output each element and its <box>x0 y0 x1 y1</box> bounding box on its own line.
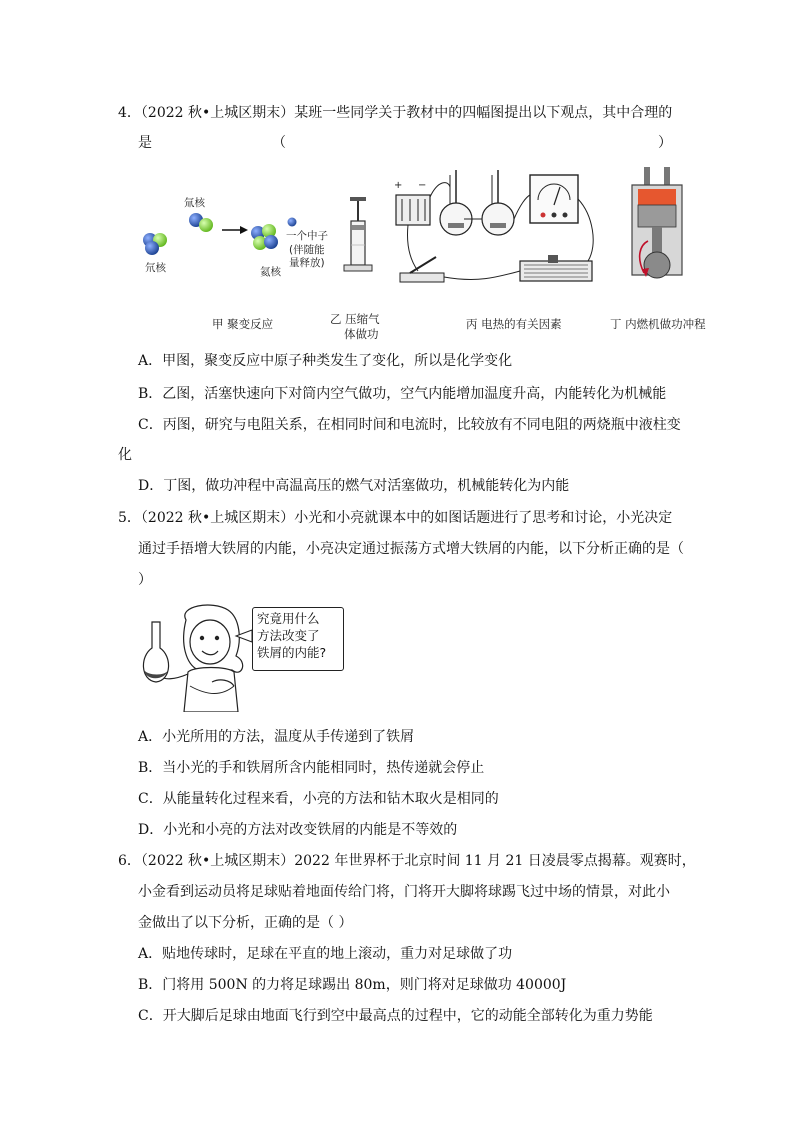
caption-bing: 丙 电热的有关因素 <box>466 317 562 331</box>
rheostat <box>520 255 592 281</box>
q5-option-b: B．当小光的手和铁屑所含内能相同时，热传递就会停止 <box>138 760 485 776</box>
flask-left <box>440 170 472 235</box>
flask <box>143 622 168 682</box>
battery-plus-label: + <box>394 180 403 191</box>
q4-answer-paren-close: ） <box>658 135 672 151</box>
q4-option-d: D．丁图，做功冲程中高温高压的燃气对活塞做功，机械能转化为内能 <box>138 478 570 494</box>
label-helium: 氦核 <box>260 266 281 278</box>
q5-stem-line1: 5．（2022 秋•上城区期末）小光和小亮就课本中的如图话题进行了思考和讨论，小光决定 <box>118 510 673 526</box>
flask-right <box>482 170 514 235</box>
battery <box>396 195 430 225</box>
bubble-line-1: 究竟用什么 <box>257 611 320 626</box>
ammeter <box>530 175 578 223</box>
q6-option-a: A．贴地传球时，足球在平直的地上滚动，重力对足球做了功 <box>138 946 513 962</box>
neutron-particle <box>288 218 297 227</box>
air-compression-figure <box>338 195 378 280</box>
helium-nucleus <box>251 224 278 250</box>
q4-option-c-cont: 化 <box>118 447 132 463</box>
q4-option-b: B．乙图，活塞快速向下对筒内空气做功，空气内能增加温度升高，内能转化为机械能 <box>138 386 667 402</box>
q6-stem-line3: 金做出了以下分析，正确的是（ ） <box>138 915 353 931</box>
speech-bubble <box>252 607 344 671</box>
q5-option-c: C．从能量转化过程来看，小亮的方法和钻木取火是相同的 <box>138 791 499 807</box>
deuterium-nucleus <box>143 233 167 255</box>
piston <box>638 205 676 227</box>
q5-option-d: D．小光和小亮的方法对改变铁屑的内能是不等效的 <box>138 822 458 838</box>
q6-stem-line1: 6．（2022 秋•上城区期末）2022 年世界杯于北京时间 11 月 21 日凌晨零点揭幕。观赛时， <box>118 853 696 869</box>
q5-option-a: A．小光所用的方法，温度从手传递到了铁屑 <box>138 729 415 745</box>
q5-stem-line2: 通过手捂增大铁屑的内能，小亮决定通过振荡方式增大铁屑的内能，以下分析正确的是（ <box>138 541 684 557</box>
q5-stem-line3: ） <box>138 572 152 588</box>
caption-yi-1: 乙 压缩气 <box>330 312 380 326</box>
q4-stem-line1: 4．（2022 秋•上城区期末）某班一些同学关于教材中的四幅图提出以下观点，其中合理的 <box>118 105 673 121</box>
combustion-flame <box>638 189 676 205</box>
q4-option-a: A．甲图，聚变反应中原子种类发生了变化，所以是化学变化 <box>138 353 513 369</box>
label-tritium: 氚核 <box>184 197 205 209</box>
label-deuterium: 氘核 <box>145 262 166 274</box>
bubble-line-3: 铁屑的内能? <box>257 645 327 660</box>
engine-power-stroke-figure <box>622 165 692 295</box>
q4-stem-line2: 是 <box>138 135 152 151</box>
battery-minus-label: − <box>418 180 427 191</box>
q6-option-c: C．开大脚后足球由地面飞行到空中最高点的过程中，它的动能全部转化为重力势能 <box>138 1008 653 1024</box>
q4-answer-paren-open: （ <box>272 135 286 151</box>
caption-ding: 丁 内燃机做功冲程 <box>610 317 706 331</box>
caption-jia: 甲 聚变反应 <box>212 317 274 331</box>
label-energy-2: 量释放) <box>289 257 325 269</box>
bubble-line-2: 方法改变了 <box>257 628 320 643</box>
caption-yi-2: 体做功 <box>344 327 379 341</box>
reaction-arrow <box>222 226 248 234</box>
girl-with-flask-illustration <box>138 600 253 712</box>
q6-option-b: B．门将用 500N 的力将足球踢出 80m，则门将对足球做功 40000J <box>138 977 567 993</box>
label-neutron: 一个中子 <box>286 230 328 242</box>
switch <box>400 257 444 282</box>
label-energy: (伴随能 <box>289 244 325 256</box>
q6-stem-line2: 小金看到运动员将足球贴着地面传给门将，门将开大脚将球踢飞过中场的情景，对此小 <box>138 884 670 900</box>
tritium-nucleus <box>189 213 213 232</box>
q4-option-c: C．丙图，研究与电阻关系，在相同时间和电流时，比较放有不同电阻的两烧瓶中液柱变 <box>138 417 681 433</box>
